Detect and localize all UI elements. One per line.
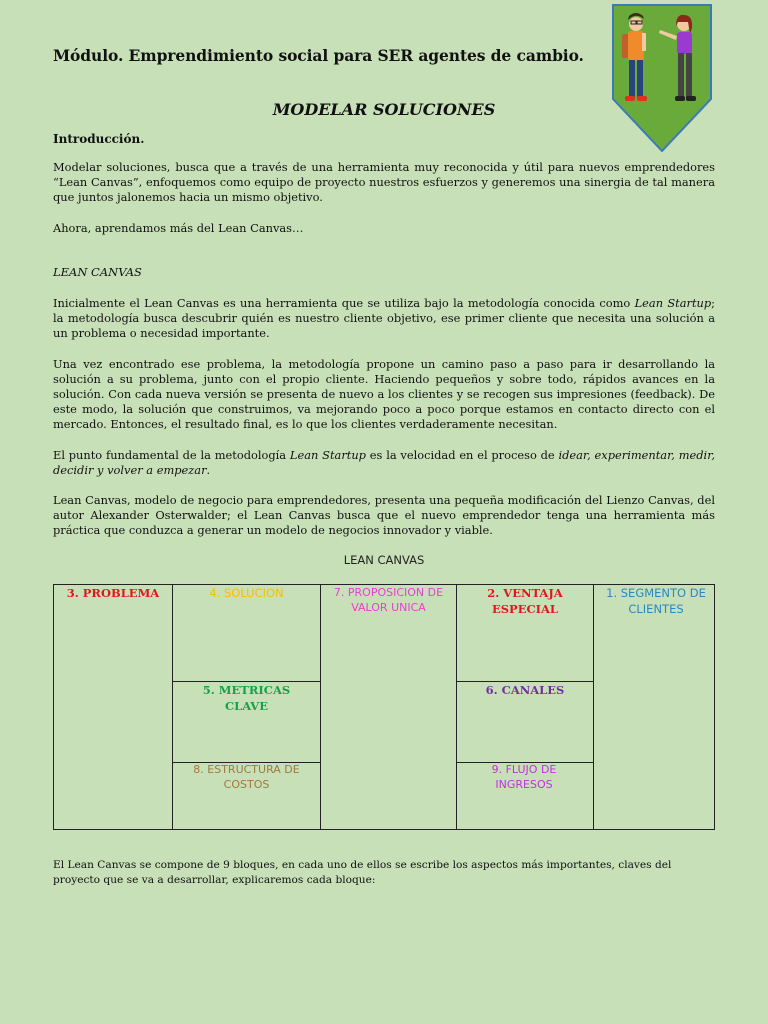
module-title: Módulo. Emprendimiento social para SER agentes de cambio. <box>53 46 584 65</box>
cell-solution: 4. SOLUCION <box>209 586 284 600</box>
canvas-caption: LEAN CANVAS <box>343 553 425 567</box>
cell-cost-structure: 8. ESTRUCTURA DE COSTOS <box>193 763 300 791</box>
lean-paragraph-3: El punto fundamental de la metodología Lean Startup es la velocidad en el proceso de idear, experimentar, medir, decidir y volver a empezar. <box>53 448 716 477</box>
lean-paragraph-2: Una vez encontrado ese problema, la metodología propone un camino paso a paso para ir desarrollando la solución a su problema, junto con el propio cliente. Haciendo pequeños y sobre todo, rápidos avances en la solución. Con cada nueva versión se presenta de nuevo a los clientes y se recogen sus impresiones (feedback). De este modo, la solución que construimos, va mejorando poco a poco porque estamos en contacto directo con el mercado. Entonces, el resultado final, es lo que los clientes verdaderamente necesitan. <box>53 357 715 431</box>
section-title: MODELAR SOLUCIONES <box>272 100 496 119</box>
lean-paragraph-1: Inicialmente el Lean Canvas es una herramienta que se utiliza bajo la metodología conocida como Lean Startup; la metodología busca descubrir quién es nuestro cliente objetivo, ese primer cliente que necesita una solución a un problema o necesidad importante. <box>53 296 716 340</box>
cell-unfair-advantage: 2. VENTAJA ESPECIAL <box>487 586 563 616</box>
lean-canvas-table <box>53 584 715 830</box>
footer-paragraph: El Lean Canvas se compone de 9 bloques, en cada uno de ellos se escribe los aspectos más importantes, claves del proyecto que se va a desarrollar, explicaremos cada bloque: <box>53 859 672 886</box>
intro-heading: Introducción. <box>53 132 145 146</box>
cell-channels: 6. CANALES <box>485 683 565 697</box>
cell-key-metrics: 5. METRICAS CLAVE <box>202 683 291 713</box>
students-badge-icon <box>612 4 712 152</box>
lean-canvas-heading: LEAN CANVAS <box>53 265 142 279</box>
lean-paragraph-4: Lean Canvas, modelo de negocio para emprendedores, presenta una pequeña modificación del Lienzo Canvas, del autor Alexander Osterwalder; el Lean Canvas busca que el nuevo emprendedor tenga una herramienta más práctica que conduzca a generar un modelo de negocios innovador y viable. <box>53 493 715 537</box>
cell-problem: 3. PROBLEMA <box>66 586 160 600</box>
cell-customer-segments: 1. SEGMENTO DE CLIENTES <box>606 586 706 616</box>
intro-followup: Ahora, aprendamos más del Lean Canvas… <box>53 221 304 235</box>
cell-value-proposition: 7. PROPOSICION DE VALOR UNICA <box>333 586 444 614</box>
cell-revenue-streams: 9. FLUJO DE INGRESOS <box>491 763 557 791</box>
intro-paragraph: Modelar soluciones, busca que a través de una herramienta muy reconocida y útil para nuevos emprendedores “Lean Canvas”, enfoquemos como equipo de proyecto nuestros esfuerzos y generemos una sinergia de tal manera que juntos jalonemos hacia un mismo objetivo. <box>53 160 715 204</box>
